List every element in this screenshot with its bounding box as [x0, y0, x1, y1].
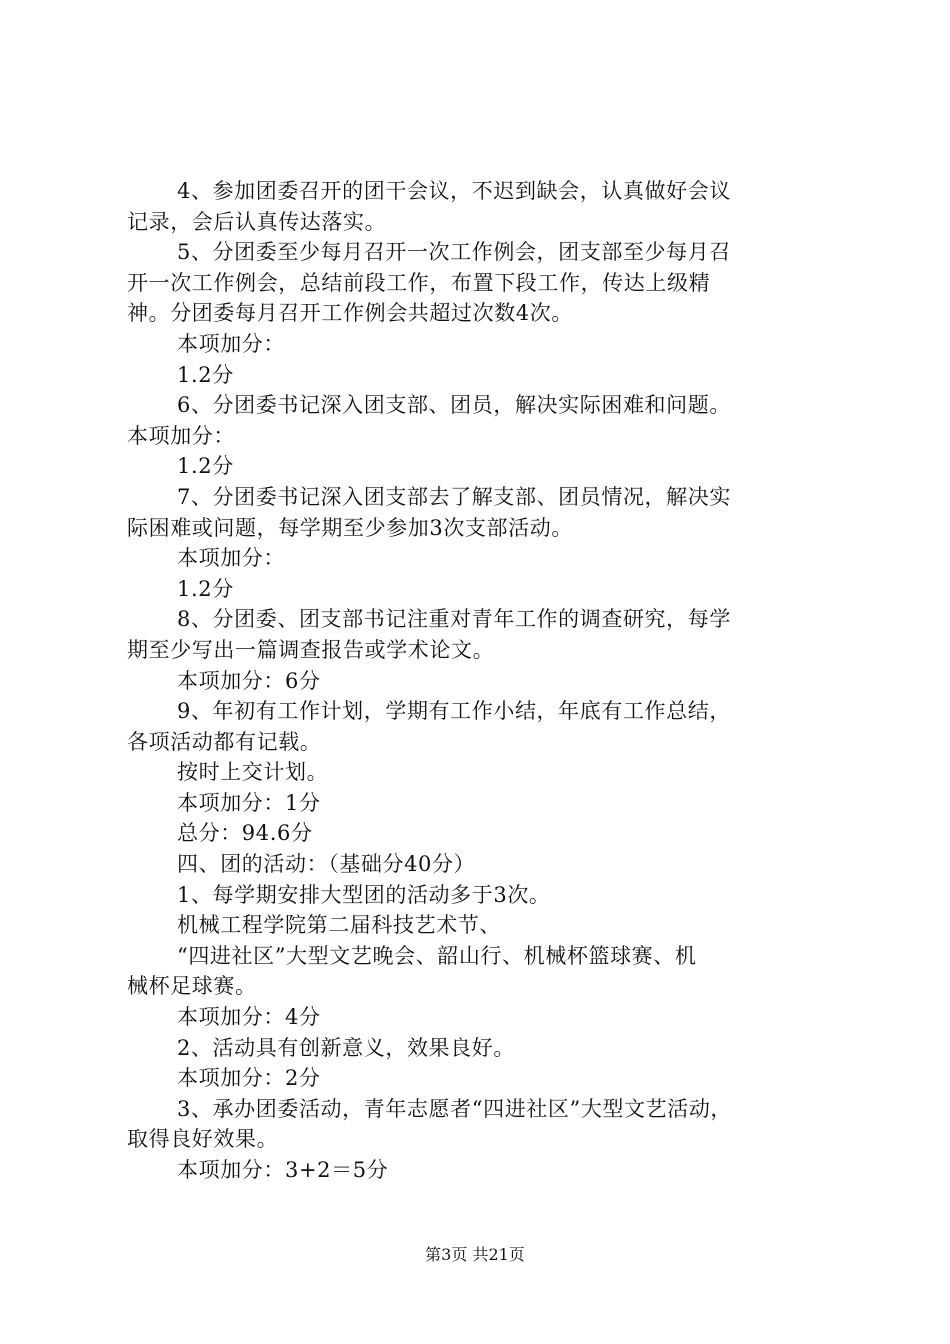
text-line: 记录，会后认真传达落实。	[127, 209, 387, 234]
text-line: 神。分团委每月召开工作例会共超过次数4次。	[127, 301, 573, 326]
text-line: 各项活动都有记载。	[127, 729, 322, 754]
text-line: 本项加分：	[177, 546, 285, 571]
text-line: 9、年初有工作计划，学期有工作小结，年底有工作总结，	[177, 699, 731, 724]
text-line: 本项加分：4分	[177, 1005, 321, 1030]
text-line: 4、参加团委召开的团干会议，不迟到缺会，认真做好会议	[177, 179, 731, 203]
text-line: 1、每学期安排大型团的活动多于3次。	[177, 882, 551, 907]
text-line: 5、分团委至少每月召开一次工作例会，团支部至少每月召	[177, 240, 731, 265]
text-line: 8、分团委、团支部书记注重对青年工作的调查研究，每学	[177, 607, 731, 632]
text-line: 本项加分：3+2＝5分	[177, 1158, 389, 1182]
text-line: 际困难或问题，每学期至少参加3次支部活动。	[127, 515, 573, 540]
text-line: 机械工程学院第二届科技艺术节、	[177, 913, 501, 938]
text-line: 7、分团委书记深入团支部去了解支部、团员情况，解决实	[177, 484, 731, 509]
text-line: 总分：94.6分	[177, 821, 313, 846]
text-line: 四、团的活动：（基础分40分）	[177, 852, 476, 877]
text-line: 3、承办团委活动，青年志愿者“四进社区”大型文艺活动，	[177, 1096, 733, 1121]
text-line: 本项加分：2分	[177, 1066, 321, 1091]
text-line: “四进社区”大型文艺晚会、韶山行、机械杯篮球赛、机	[177, 943, 697, 968]
text-line: 2、活动具有创新意义，效果良好。	[177, 1035, 515, 1060]
document-body	[127, 176, 837, 1186]
text-line: 1.2分	[177, 454, 234, 479]
text-line: 开一次工作例会，总结前段工作，布置下段工作，传达上级精	[127, 270, 711, 295]
text-line: 本项加分：1分	[177, 790, 321, 815]
text-line: 按时上交计划。	[177, 760, 329, 785]
text-line: 本项加分：	[177, 331, 285, 356]
text-line: 1.2分	[177, 576, 234, 601]
page-footer: 第3页 共21页	[425, 1245, 525, 1264]
text-line: 期至少写出一篇调查报告或学术论文。	[127, 637, 495, 662]
text-line: 1.2分	[177, 362, 234, 387]
text-line: 取得良好效果。	[127, 1127, 279, 1152]
text-line: 6、分团委书记深入团支部、团员，解决实际困难和问题。	[177, 393, 731, 418]
text-line: 本项加分：	[127, 423, 235, 448]
text-line: 械杯足球赛。	[127, 974, 257, 999]
text-line: 本项加分：6分	[177, 668, 321, 693]
